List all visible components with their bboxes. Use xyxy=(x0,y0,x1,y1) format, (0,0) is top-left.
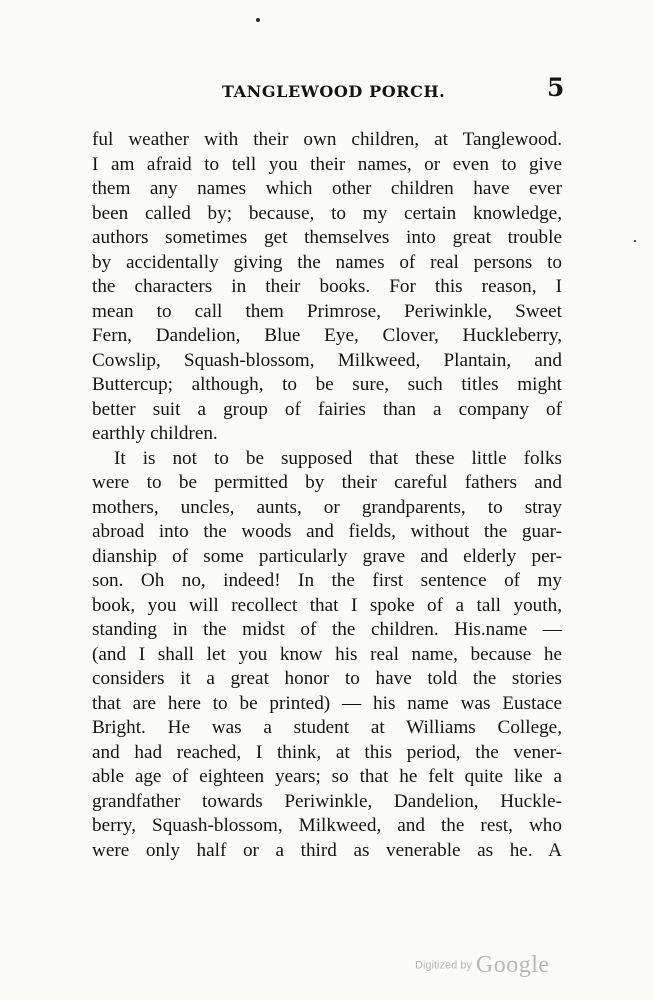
digitized-watermark xyxy=(415,952,550,979)
text-line: standing in the midst of the children. His.name — xyxy=(92,619,562,640)
body-text xyxy=(92,128,562,863)
text-line: mothers, uncles, aunts, or grandparents, to stray xyxy=(92,496,562,518)
text-line: I am afraid to tell you their names, or even to give xyxy=(92,153,562,175)
text-line: abroad into the woods and fields, without the guar- xyxy=(92,521,562,542)
text-line: ful weather with their own children, at Tanglewood. xyxy=(92,129,562,150)
text-line: dianship of some particularly grave and elderly per- xyxy=(92,545,562,567)
text-line: grandfather towards Periwinkle, Dandelion, Huckle- xyxy=(92,790,562,812)
text-line: book, you will recollect that I spoke of a tall youth, xyxy=(92,594,562,616)
paragraph xyxy=(92,128,562,447)
text-line: them any names which other children have ever xyxy=(92,178,562,199)
watermark-prefix: Digitized by xyxy=(415,959,472,972)
text-line: considers it a great honor to have told the stories xyxy=(92,668,562,689)
ink-dot xyxy=(256,18,260,22)
text-line: mean to call them Primrose, Periwinkle, Sweet xyxy=(92,300,562,322)
text-line: were to be permitted by their careful fathers and xyxy=(92,472,562,493)
text-line: Cowslip, Squash-blossom, Milkweed, Plantain, and xyxy=(92,349,562,371)
text-line: Buttercup; although, to be sure, such titles might xyxy=(92,374,562,395)
ink-speck xyxy=(634,240,636,242)
text-line: able age of eighteen years; so that he felt quite like a xyxy=(92,766,562,787)
text-line: the characters in their books. For this reason, I xyxy=(92,276,562,297)
paragraph xyxy=(92,447,562,864)
text-line: berry, Squash-blossom, Milkweed, and the rest, who xyxy=(92,815,562,836)
text-line: and had reached, I think, at this period, the vener- xyxy=(92,741,562,763)
page-number: 5 xyxy=(547,73,565,102)
text-line: by accidentally giving the names of real persons to xyxy=(92,251,562,273)
text-line: Fern, Dandelion, Blue Eye, Clover, Huckleberry, xyxy=(92,325,562,346)
text-line: better suit a group of fairies than a company of xyxy=(92,398,562,420)
text-line: were only half or a third as venerable as he. A xyxy=(92,839,562,861)
text-line: earthly children. xyxy=(92,423,218,444)
text-line: authors sometimes get themselves into great trouble xyxy=(92,227,562,248)
text-line: son. Oh no, indeed! In the first sentence of my xyxy=(92,570,562,591)
text-line: that are here to be printed) — his name was Eustace xyxy=(92,692,562,714)
text-line: (and I shall let you know his real name, because he xyxy=(92,643,562,665)
text-line: It is not to be supposed that these little folks xyxy=(114,447,562,469)
running-title: TANGLEWOOD PORCH. xyxy=(222,82,446,101)
text-line: Bright. He was a student at Williams College, xyxy=(92,717,562,738)
text-line: been called by; because, to my certain knowledge, xyxy=(92,202,562,224)
google-logo: Google xyxy=(475,952,550,978)
